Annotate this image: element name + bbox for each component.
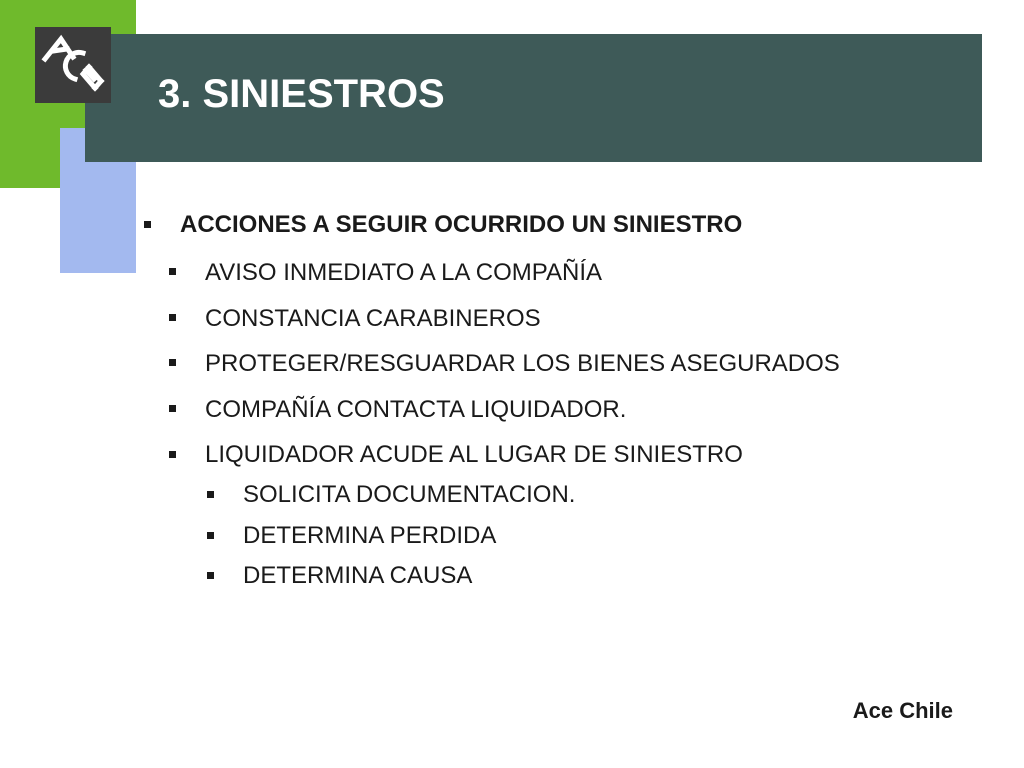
- bullet-icon: [169, 314, 176, 321]
- bullet-icon: [169, 359, 176, 366]
- bullet-icon: [169, 405, 176, 412]
- page-title: 3. SINIESTROS: [158, 72, 445, 116]
- bullet-icon: [144, 221, 151, 228]
- sub-bullet-text: LIQUIDADOR ACUDE AL LUGAR DE SINIESTRO: [205, 441, 743, 468]
- sub-sub-bullet-text: SOLICITA DOCUMENTACION.: [243, 481, 576, 508]
- sub-bullet-text: AVISO INMEDIATO A LA COMPAÑÍA: [205, 259, 602, 286]
- bullet-icon: [169, 451, 176, 458]
- bullet-icon: [207, 532, 214, 539]
- bullet-icon: [207, 572, 214, 579]
- sub-bullet-text: CONSTANCIA CARABINEROS: [205, 305, 541, 332]
- main-bullet-text: ACCIONES A SEGUIR OCURRIDO UN SINIESTRO: [180, 211, 743, 238]
- sub-bullet-text: PROTEGER/RESGUARDAR LOS BIENES ASEGURADOS: [205, 350, 840, 377]
- sub-sub-bullet-text: DETERMINA CAUSA: [243, 562, 473, 589]
- sub-bullet-text: COMPAÑÍA CONTACTA LIQUIDADOR.: [205, 396, 627, 423]
- footer-brand: Ace Chile: [852, 698, 953, 723]
- bullet-icon: [169, 268, 176, 275]
- bullet-icon: [207, 491, 214, 498]
- ace-logo-icon: [35, 27, 111, 103]
- sub-sub-bullet-text: DETERMINA PERDIDA: [243, 522, 497, 549]
